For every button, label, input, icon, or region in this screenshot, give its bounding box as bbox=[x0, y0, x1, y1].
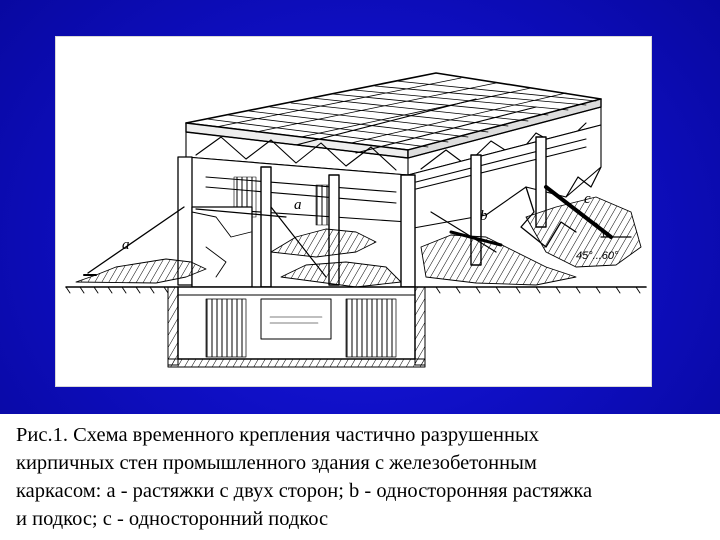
label-a-left: a bbox=[122, 237, 130, 253]
label-angle: 45°...60° bbox=[576, 250, 619, 262]
label-b: b bbox=[480, 208, 488, 224]
figure-panel bbox=[55, 36, 652, 387]
caption-prefix: Рис.1. bbox=[16, 424, 68, 446]
figure-caption bbox=[16, 421, 716, 533]
caption-body: Схема временного крепления частично разрушенных кирпичных стен промышленного здания с железобетонным каркасом: а - растяжки с двух сторон; b - односторонняя растяжка и подкос; с - односторонний подкос bbox=[16, 424, 593, 530]
basement bbox=[168, 287, 425, 367]
label-c: c bbox=[584, 191, 591, 207]
label-a-center: a bbox=[294, 197, 302, 213]
caption-panel bbox=[0, 414, 720, 540]
building-bracing-drawing bbox=[56, 37, 653, 388]
